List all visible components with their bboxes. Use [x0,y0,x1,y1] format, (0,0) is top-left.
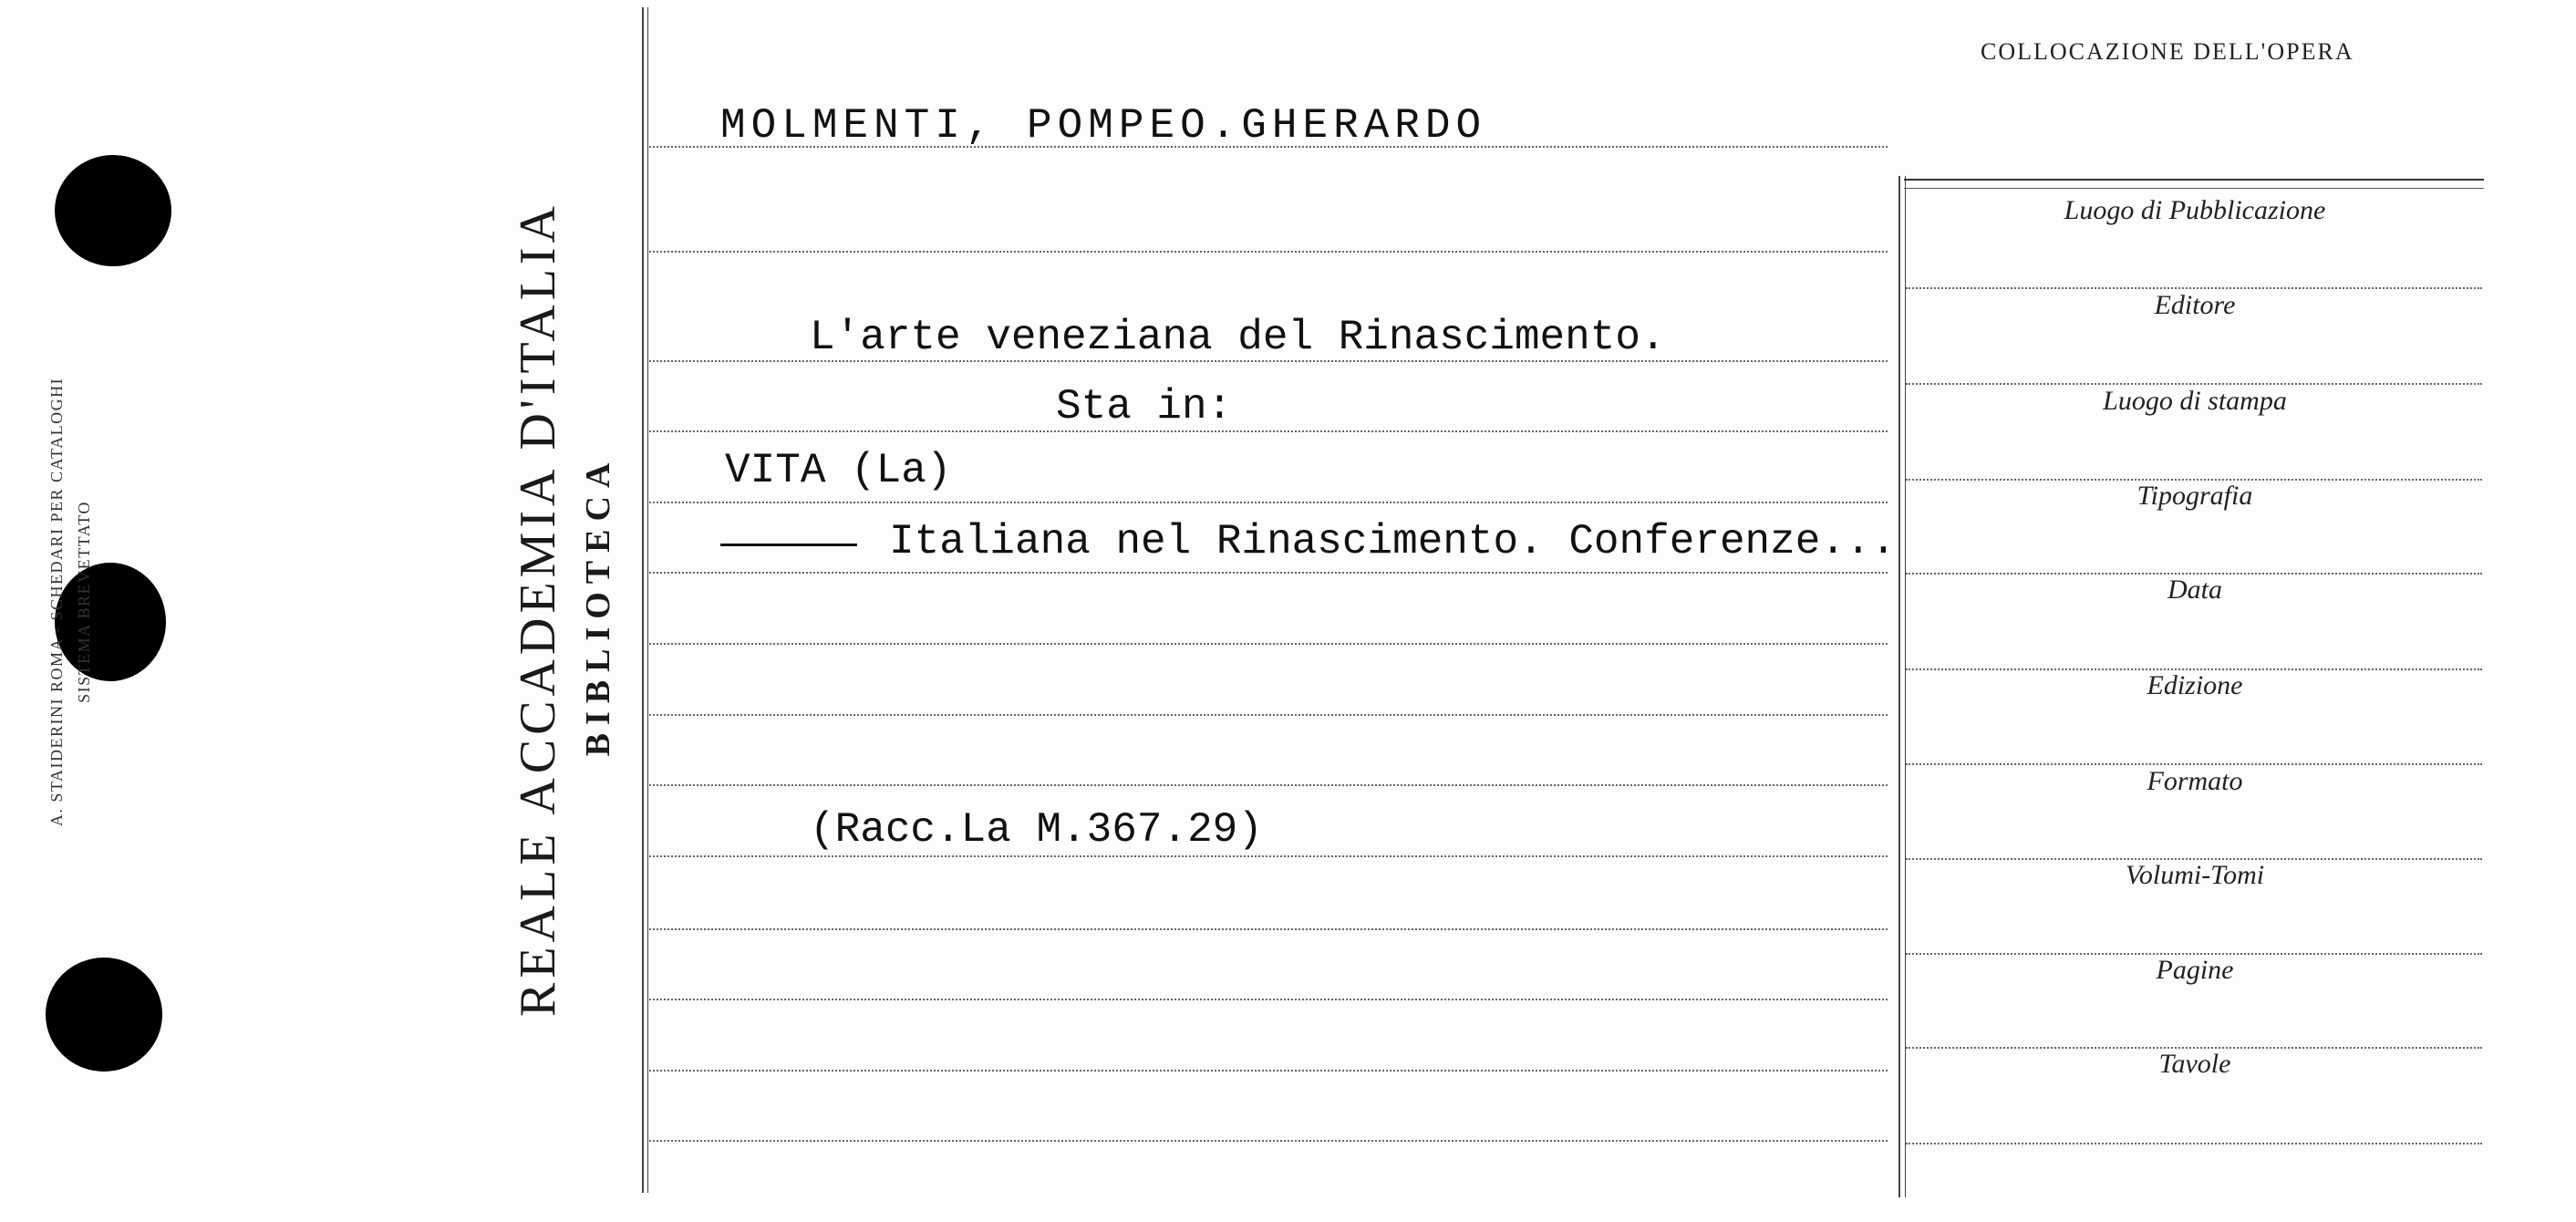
maker-line-2: SISTEMA BREVETTATO [75,501,93,703]
field-label-luogo-stampa: Luogo di stampa [2103,386,2287,416]
author-heading: MOLMENTI, POMPEO.GHERARDO [720,102,1487,150]
field-label-data: Data [2167,575,2222,605]
repeat-dash [720,544,857,546]
collocation-header: COLLOCAZIONE DELL'OPERA [1981,38,2354,65]
library-label: BIBLIOTECA [579,454,617,757]
ruled-line [649,643,1888,645]
series-title: VITA (La) [725,447,952,494]
field-column-top-rule [1904,179,2484,181]
field-line [1906,287,2482,289]
field-label-tipografia: Tipografia [2136,481,2253,511]
field-label-editore: Editore [2154,290,2236,320]
ruled-line [649,572,1888,574]
maker-line-1: A. STAIDERINI ROMA - SCHEDARI PER CATALOGHI [47,377,66,827]
field-line [1906,383,2482,385]
institution-name: REALE ACCADEMIA D'ITALIA [510,202,566,1017]
margin-rule [642,7,644,1193]
shelfmark: (Racc.La M.367.29) [810,806,1263,854]
in-label: Sta in: [1056,383,1233,430]
field-line [1906,763,2482,765]
field-column-top-rule-inner [1904,188,2484,189]
ruled-line [649,855,1888,857]
field-column-rule [1898,176,1900,1197]
field-label-formato: Formato [2147,766,2243,796]
ruled-line [649,1140,1888,1142]
field-label-tavole: Tavole [2158,1049,2231,1079]
margin-rule-inner [647,7,648,1193]
field-label-edizione: Edizione [2147,670,2243,700]
field-column-rule-inner [1905,176,1906,1197]
maker-imprint [43,146,107,1058]
ruled-line [649,251,1888,253]
ruled-line [649,502,1888,503]
field-line [1906,1143,2482,1144]
ruled-line [649,784,1888,786]
work-title: L'arte veneziana del Rinascimento. [810,314,1666,361]
field-label-volumi-tomi: Volumi-Tomi [2125,860,2265,890]
ruled-line [649,999,1888,1000]
field-label-luogo-pubblicazione: Luogo di Pubblicazione [2064,195,2326,225]
series-continuation: Italiana nel Rinascimento. Conferenze... [889,518,1897,565]
field-label-pagine: Pagine [2156,955,2234,985]
ruled-line [649,1070,1888,1072]
ruled-line [649,714,1888,716]
ruled-line [649,430,1888,432]
ruled-line [649,928,1888,930]
